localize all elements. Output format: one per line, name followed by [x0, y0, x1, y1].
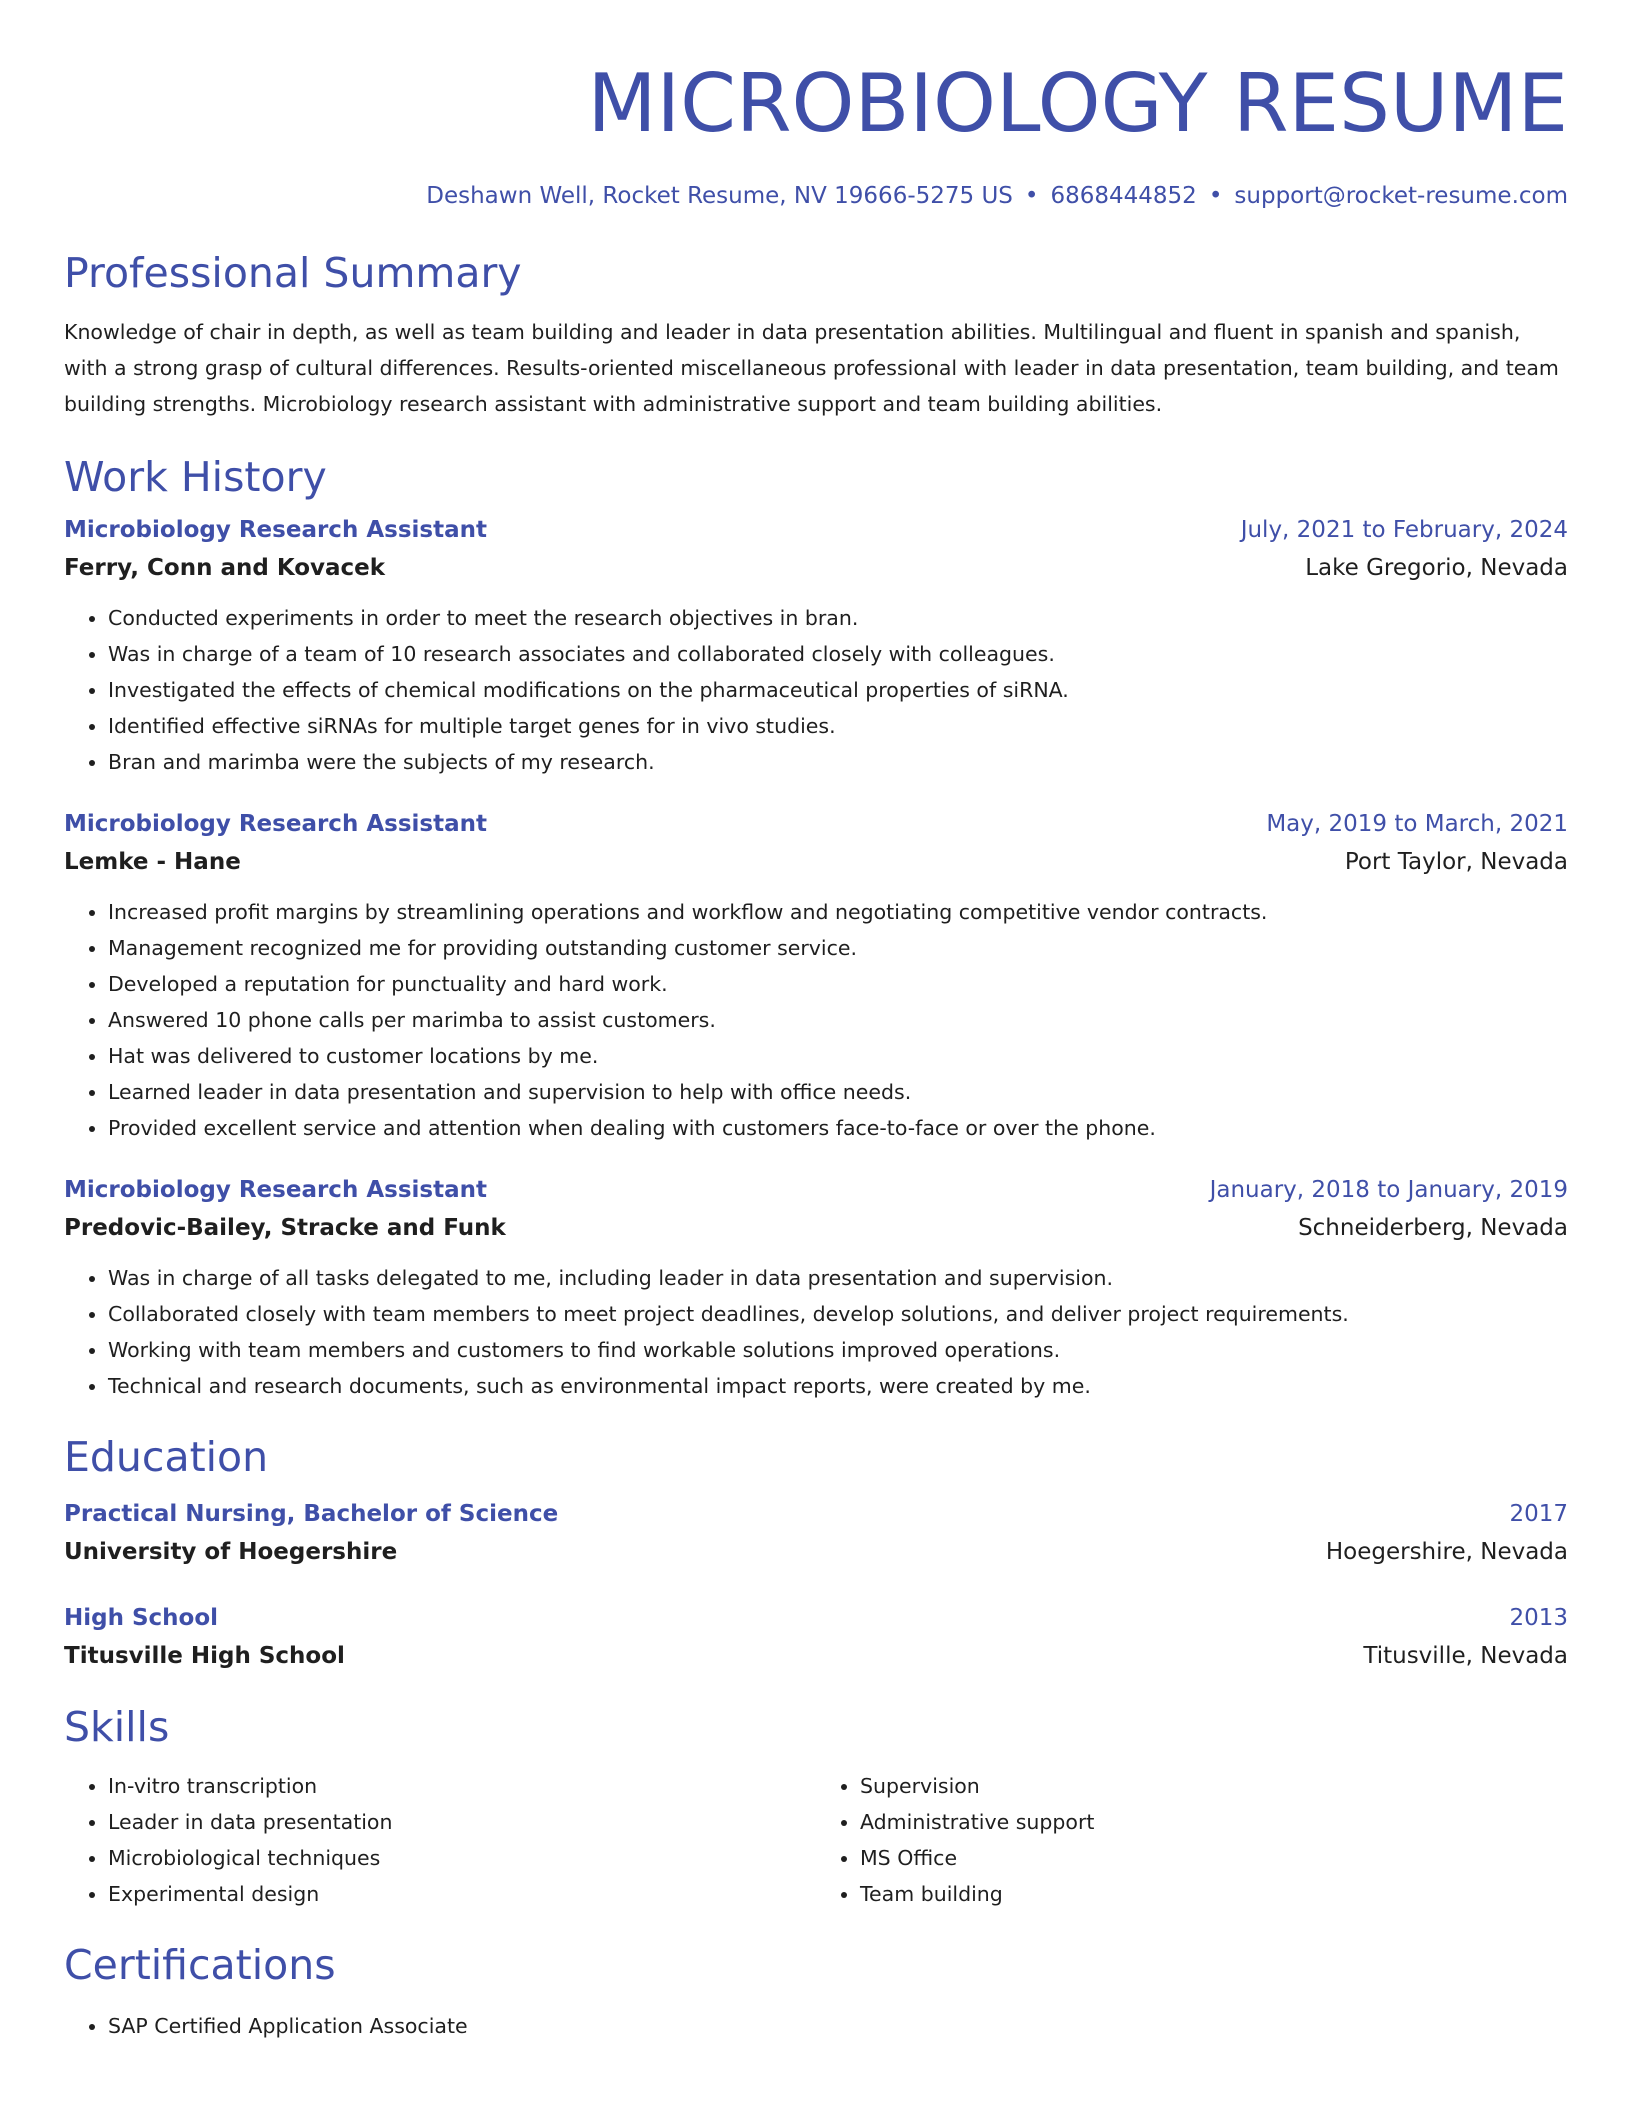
job-location: Lake Gregorio, Nevada: [1305, 555, 1568, 581]
skills-column-left: [64, 1768, 816, 1912]
job-role: Microbiology Research Assistant: [64, 517, 487, 543]
job-bullet: • Hat was delivered to customer locations by me.: [108, 1038, 1568, 1074]
education-year: 2013: [1509, 1605, 1568, 1631]
work-history-heading: Work History: [64, 453, 327, 501]
job-location: Schneiderberg, Nevada: [1298, 1215, 1568, 1241]
job-header: [64, 806, 1568, 842]
job-bullets: [64, 600, 1568, 780]
job-role: Microbiology Research Assistant: [64, 811, 487, 837]
job-bullets: [64, 894, 1568, 1146]
job-entry: [64, 806, 1568, 1146]
job-bullet: • Learned leader in data presentation and supervision to help with office needs.: [108, 1074, 1568, 1110]
education-header: [64, 1600, 1568, 1636]
job-bullet: • Working with team members and customers to find workable solutions improved operations.: [108, 1332, 1568, 1368]
job-bullets: [64, 1260, 1568, 1404]
job-subheader: [64, 550, 1568, 586]
job-bullet: • Bran and marimba were the subjects of my research.: [108, 744, 1568, 780]
education-entry: [64, 1600, 1568, 1674]
job-bullet: • Was in charge of all tasks delegated to me, including leader in data presentation and supervision.: [108, 1260, 1568, 1296]
job-dates: May, 2019 to March, 2021: [1266, 811, 1568, 837]
skill-item: • Administrative support: [860, 1804, 1568, 1840]
certification-item: • SAP Certified Application Associate: [108, 2008, 1568, 2044]
job-entry: [64, 512, 1568, 780]
job-bullet: • Collaborated closely with team members to meet project deadlines, develop solutions, and deliver project requirements.: [108, 1296, 1568, 1332]
job-bullet: • Identified effective siRNAs for multiple target genes for in vivo studies.: [108, 708, 1568, 744]
job-location: Port Taylor, Nevada: [1344, 849, 1568, 875]
job-dates: July, 2021 to February, 2024: [1240, 517, 1568, 543]
contact-phone: 6868444852: [1050, 183, 1197, 209]
job-company: Predovic-Bailey, Stracke and Funk: [64, 1215, 506, 1241]
job-bullet: • Increased profit margins by streamlining operations and workflow and negotiating competitive vendor contracts.: [108, 894, 1568, 930]
job-dates: January, 2018 to January, 2019: [1209, 1177, 1568, 1203]
job-subheader: [64, 1210, 1568, 1246]
skill-item: • MS Office: [860, 1840, 1568, 1876]
skill-item: • Leader in data presentation: [108, 1804, 816, 1840]
summary-heading: Professional Summary: [64, 249, 522, 297]
skills-grid: [64, 1768, 1568, 1912]
contact-separator: •: [1024, 183, 1039, 209]
job-bullet: • Was in charge of a team of 10 research associates and collaborated closely with colleagues.: [108, 636, 1568, 672]
contact-email[interactable]: support@rocket-resume.com: [1234, 183, 1568, 209]
job-header: [64, 1172, 1568, 1208]
education-location: Titusville, Nevada: [1363, 1643, 1568, 1669]
job-bullet: • Provided excellent service and attention when dealing with customers face-to-face or over the phone.: [108, 1110, 1568, 1146]
education-subheader: [64, 1534, 1568, 1570]
certifications-heading: Certifications: [64, 1941, 336, 1989]
education-entry: [64, 1496, 1568, 1570]
job-bullet: • Answered 10 phone calls per marimba to assist customers.: [108, 1002, 1568, 1038]
job-header: [64, 512, 1568, 548]
skills-column-right: [816, 1768, 1568, 1912]
skills-heading: Skills: [64, 1703, 170, 1751]
skill-item: • Experimental design: [108, 1876, 816, 1912]
job-entry: [64, 1172, 1568, 1404]
education-location: Hoegershire, Nevada: [1325, 1539, 1568, 1565]
education-degree: High School: [64, 1605, 219, 1631]
skill-item: • Supervision: [860, 1768, 1568, 1804]
job-company: Ferry, Conn and Kovacek: [64, 555, 386, 581]
education-year: 2017: [1509, 1501, 1568, 1527]
education-school: Titusville High School: [64, 1643, 345, 1669]
education-header: [64, 1496, 1568, 1532]
skill-item: • In-vitro transcription: [108, 1768, 816, 1804]
education-subheader: [64, 1638, 1568, 1674]
job-bullet: • Investigated the effects of chemical modifications on the pharmaceutical properties of siRNA.: [108, 672, 1568, 708]
job-bullet: • Technical and research documents, such as environmental impact reports, were created by me.: [108, 1368, 1568, 1404]
skill-item: • Microbiological techniques: [108, 1840, 816, 1876]
job-company: Lemke - Hane: [64, 849, 241, 875]
job-bullet: • Management recognized me for providing outstanding customer service.: [108, 930, 1568, 966]
education-heading: Education: [64, 1433, 269, 1481]
contact-address: Deshawn Well, Rocket Resume, NV 19666-5275 US: [426, 183, 1013, 209]
summary-text: Knowledge of chair in depth, as well as team building and leader in data presentation abilities. Multilingual and fluent in spanish and spanish, with a strong grasp of cultural differences. Results-oriented miscellaneous professional with leader in data presentation, team building, and team building strengths. Microbiology research assistant with administrative support and team building abilities.: [64, 320, 1559, 416]
education-degree: Practical Nursing, Bachelor of Science: [64, 1501, 559, 1527]
job-role: Microbiology Research Assistant: [64, 1177, 487, 1203]
certifications-list: [64, 2008, 1568, 2044]
skill-item: • Team building: [860, 1876, 1568, 1912]
resume-title: MICROBIOLOGY RESUME: [587, 57, 1568, 150]
contact-line: [64, 180, 1568, 212]
job-subheader: [64, 844, 1568, 880]
education-school: University of Hoegershire: [64, 1539, 398, 1565]
job-bullet: • Conducted experiments in order to meet the research objectives in bran.: [108, 600, 1568, 636]
contact-separator: •: [1208, 183, 1223, 209]
job-bullet: • Developed a reputation for punctuality and hard work.: [108, 966, 1568, 1002]
